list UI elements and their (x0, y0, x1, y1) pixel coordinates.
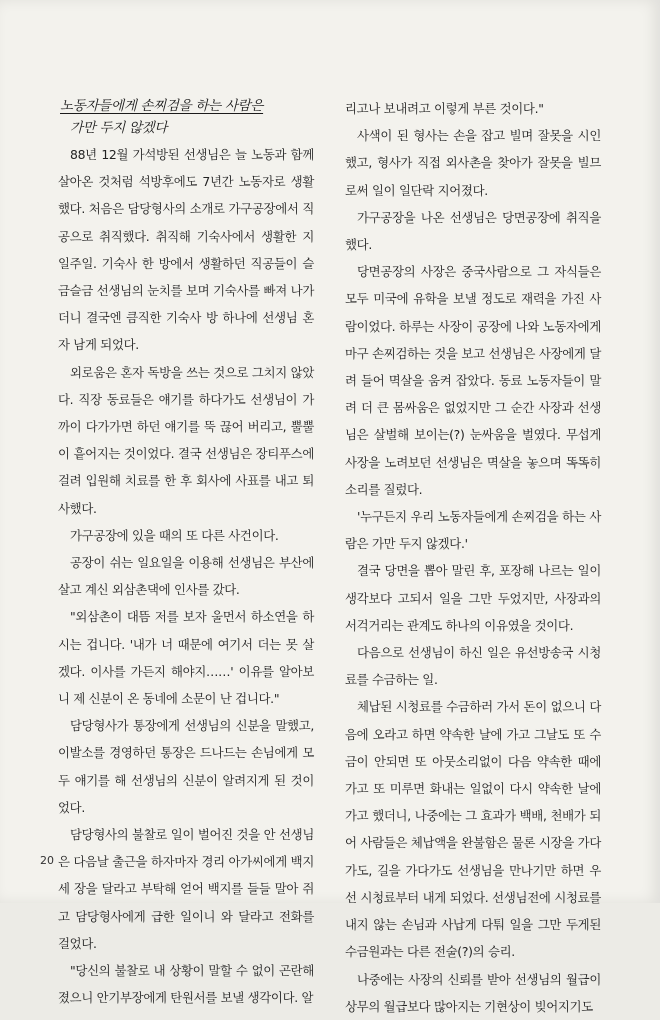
paragraph: "당신의 불찰로 내 상황이 말할 수 없이 곤란해졌으니 안기부장에게 탄원서를 보낼 생각이다. 알 (58, 963, 314, 1006)
left-column (58, 95, 314, 1012)
heading-line-2: 가만 두지 않겠다 (70, 120, 168, 136)
paragraph: 88년 12월 가석방된 선생님은 늘 노동과 함께 살아온 것처럼 석방후에도 7년간 노동자로 생활했다. 처음은 담당형사의 소개로 가구공장에서 직공으로 취직했다. 취직해 기숙사에서 생활한 지 일주일. 기숙사 한 방에서 생활하던 직공들이 슬금슬금 선생님의 눈치를 보며 기숙사를 빠져 나가더니 결국엔 큼직한 기숙사 방 하나에 선생님 혼자 남게 되었다. (58, 147, 314, 353)
right-column (345, 95, 601, 1020)
paragraph: 가구공장에 있을 때의 또 다른 사건이다. (70, 527, 279, 543)
paragraph: 담당형사가 통장에게 선생님의 신분을 말했고, 이발소를 경영하던 통장은 드나드는 손님에게 모두 얘기를 해 선생님의 신분이 알려지게 된 것이었다. (58, 718, 314, 815)
paragraph: 외로움은 혼자 독방을 쓰는 것으로 그치지 않았다. 직장 동료들은 얘기를 하다가도 선생님이 가까이 다가가면 하던 얘기를 뚝 끊어 버리고, 뿔뿔이 흩어지는 것이었다. 결국 선생님은 장티푸스에 걸려 입원해 치료를 한 후 회사에 사표를 내고 퇴사했다. (58, 364, 314, 516)
right-paragraphs (345, 95, 601, 1020)
paragraph: 결국 당면을 뽑아 말린 후, 포장해 나르는 일이 생각보다 고되서 일을 그만 두었지만, 사장과의 서걱거리는 관계도 하나의 이유였을 것이다. (345, 563, 601, 633)
page-number: 20 (40, 854, 54, 867)
heading-line-1: 노동자들에게 손찌검을 하는 사람은 (60, 98, 264, 114)
paragraph: 당면공장의 사장은 중국사람으로 그 자식들은 모두 미국에 유학을 보낼 정도로 재력을 가진 사람이었다. 하루는 사장이 공장에 나와 노동자에게 마구 손찌검하는 것을 보고 선생님은 사장에게 달려 들어 멱살을 움켜 잡았다. 동료 노동자들이 말려 더 큰 몸싸움은 없었지만 그 순간 사장과 선생님은 살벌해 보이는(?) 눈싸움을 벌였다. 무섭게 사장을 노려보던 선생님은 멱살을 놓으며 똑똑히 소리를 질렀다. (345, 264, 601, 497)
paragraph: 다음으로 선생님이 하신 일은 유선방송국 시청료를 수금하는 일. (345, 645, 601, 688)
paragraph: 공장이 쉬는 일요일을 이용해 선생님은 부산에 살고 계신 외삼촌댁에 인사를 갔다. (58, 555, 314, 598)
left-paragraphs (58, 141, 314, 1012)
paragraph: 리고나 보내려고 이렇게 부른 것이다." (345, 101, 544, 116)
paragraph: 담당형사의 불찰로 일이 벌어진 것을 안 선생님은 다음날 출근을 하자마자 경리 아가씨에게 백지 세 장을 달라고 부탁해 얻어 백지를 들들 말아 쥐고 담당형사에게 급한 일이니 와 달라고 전화를 걸었다. (58, 827, 314, 951)
paragraph: 체납된 시청료를 수금하러 가서 돈이 없으니 다음에 오라고 하면 약속한 날에 가고 그날도 또 수금이 안되면 또 아뭇소리없이 다음 약속한 때에 가고 또 미루면 화내는 일없이 다시 약속한 날에 가고 했더니, 나중에는 그 효과가 백배, 천배가 되어 사람들은 체납액을 완불함은 물론 시장을 가다가도, 길을 가다가도 선생님을 만나기만 하면 우선 시청료부터 내게 되었다. 선생님전에 시청료를 내지 않는 손님과 사납게 다퉈 일을 그만 두게된 수금원과는 다른 전술(?)의 승리. (345, 699, 601, 960)
section-heading (58, 95, 314, 139)
paragraph: '누구든지 우리 노동자들에게 손찌검을 하는 사람은 가만 두지 않겠다.' (345, 509, 601, 552)
paragraph: 사색이 된 형사는 손을 잡고 빌며 잘못을 시인했고, 형사가 직접 외사촌을 찾아가 잘못을 빌므로써 일이 일단락 지어졌다. (345, 128, 601, 198)
paragraph: 가구공장을 나온 선생님은 당면공장에 취직을 했다. (345, 209, 601, 253)
paragraph: "외삼촌이 대뜸 저를 보자 울먼서 하소연을 하시는 겁니다. '내가 너 때문에 여기서 더는 못 살겠다. 이사를 가든지 해야지……' 이유를 알아보니 제 신분이 온 동네에 소문이 난 겁니다." (58, 609, 314, 707)
paragraph: 나중에는 사장의 신뢰를 받아 선생님의 월급이 상무의 월급보다 많아지는 기현상이 빚어지기도 (345, 971, 601, 1014)
